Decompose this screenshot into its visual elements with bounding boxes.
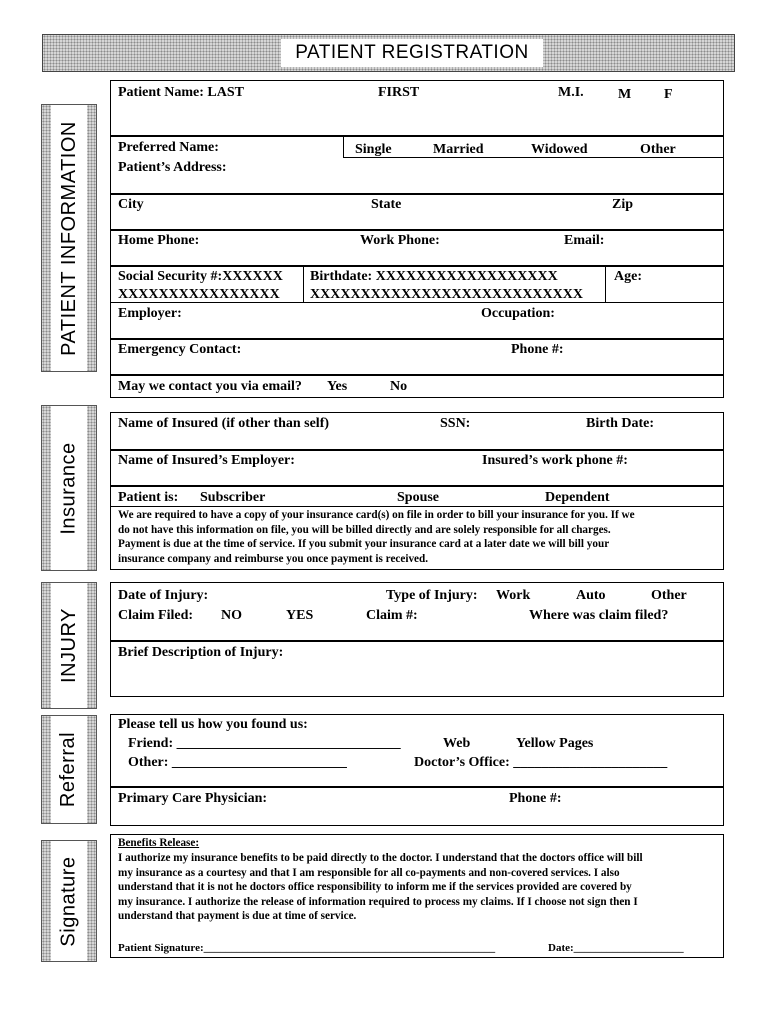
status-widowed-option[interactable] bbox=[531, 142, 588, 158]
tab-label-referral: Referral bbox=[57, 731, 80, 808]
status-widowed-label: Widowed bbox=[531, 142, 588, 157]
referral-yellow-pages-option[interactable] bbox=[516, 736, 593, 752]
claim-no-option[interactable] bbox=[221, 608, 242, 624]
patient-last-name-label[interactable]: Patient Name: LAST bbox=[118, 85, 244, 100]
tab-signature bbox=[41, 840, 97, 962]
benefits-release-line: my insurance. I authorize the release of information required to process my claims. If I choose not sign then I bbox=[118, 895, 638, 908]
email-yes-label: Yes bbox=[327, 379, 348, 394]
emergency-contact-label[interactable]: Emergency Contact: bbox=[118, 342, 242, 357]
where-claim-filed-label[interactable]: Where was claim filed? bbox=[529, 608, 669, 623]
benefits-release-line: I authorize my insurance benefits to be paid directly to the doctor. I understand that the doctors office will bill bbox=[118, 852, 643, 864]
tab-label-injury: INJURY bbox=[57, 608, 80, 683]
home-phone-label[interactable]: Home Phone: bbox=[118, 233, 200, 248]
tab-label-patient-information: PATIENT INFORMATION bbox=[57, 120, 80, 356]
occupation-label[interactable]: Occupation: bbox=[481, 306, 555, 321]
injury-description-label[interactable]: Brief Description of Injury: bbox=[118, 645, 284, 660]
work-phone-label[interactable]: Work Phone: bbox=[360, 233, 440, 248]
tab-insurance bbox=[41, 405, 97, 571]
primary-care-phone-label[interactable]: Phone #: bbox=[509, 791, 562, 806]
spouse-label: Spouse bbox=[397, 490, 440, 505]
status-other-option[interactable] bbox=[640, 142, 676, 158]
dependent-option[interactable] bbox=[545, 490, 610, 506]
ssn-label-line1[interactable]: Social Security #:XXXXXX bbox=[118, 269, 283, 284]
dependent-label: Dependent bbox=[545, 490, 610, 505]
injury-work-label: Work bbox=[496, 588, 531, 603]
claim-filed-label: Claim Filed: bbox=[118, 608, 194, 623]
spouse-option[interactable] bbox=[397, 490, 439, 506]
referral-yellow-pages-label: Yellow Pages bbox=[516, 736, 594, 751]
injury-auto-option[interactable] bbox=[576, 588, 606, 604]
claim-number-label[interactable]: Claim #: bbox=[366, 608, 418, 623]
subscriber-label: Subscriber bbox=[200, 490, 266, 505]
status-single-option[interactable] bbox=[355, 142, 392, 158]
referral-question: Please tell us how you found us: bbox=[118, 717, 308, 732]
insured-work-phone-label[interactable]: Insured’s work phone #: bbox=[482, 453, 628, 468]
title-banner bbox=[42, 34, 735, 72]
birthdate-label-line2: XXXXXXXXXXXXXXXXXXXXXXXXXXX bbox=[310, 287, 583, 302]
benefits-release-line: understand that payment is due at time of service. bbox=[118, 910, 357, 922]
sex-f-label: F bbox=[664, 87, 673, 102]
benefits-release-line: understand that it is not he doctors office responsibility to inform me if the services provided are covered by bbox=[118, 881, 632, 893]
tab-label-insurance: Insurance bbox=[57, 441, 80, 535]
referral-other-option[interactable] bbox=[128, 755, 347, 771]
injury-work-option[interactable] bbox=[496, 588, 530, 604]
patient-address-label[interactable]: Patient’s Address: bbox=[118, 160, 227, 175]
patient-signature-line[interactable]: Patient Signature:_____________________________________________________ bbox=[118, 942, 496, 954]
claim-yes-label: YES bbox=[286, 608, 314, 623]
tab-patient-information bbox=[41, 104, 97, 372]
sex-m-option[interactable] bbox=[618, 87, 631, 103]
city-label[interactable]: City bbox=[118, 197, 144, 212]
email-no-label: No bbox=[390, 379, 408, 394]
patient-first-name-label[interactable]: FIRST bbox=[378, 85, 420, 100]
preferred-name-label[interactable]: Preferred Name: bbox=[118, 140, 219, 155]
referral-web-option[interactable] bbox=[443, 736, 470, 752]
sex-m-label: M bbox=[618, 87, 632, 102]
sex-f-option[interactable] bbox=[664, 87, 673, 103]
employer-label[interactable]: Employer: bbox=[118, 306, 182, 321]
insured-employer-label[interactable]: Name of Insured’s Employer: bbox=[118, 453, 295, 468]
referral-doctors-office-option[interactable] bbox=[414, 755, 667, 771]
insurance-notice-line: insurance company and reimburse you once payment is received. bbox=[118, 552, 429, 565]
referral-doctors-office-label: Doctor’s Office: ______________________ bbox=[414, 755, 668, 770]
insurance-notice-line: do not have this information on file, you will be billed directly and are solely responsible for all charges. bbox=[118, 523, 611, 536]
insured-birth-date-label[interactable]: Birth Date: bbox=[586, 416, 655, 431]
referral-friend-label: Friend: ________________________________ bbox=[128, 736, 401, 751]
benefits-release-text bbox=[118, 851, 718, 924]
email-label[interactable]: Email: bbox=[564, 233, 605, 248]
status-single-label: Single bbox=[355, 142, 392, 157]
subscriber-option[interactable] bbox=[200, 490, 265, 506]
patient-is-label: Patient is: bbox=[118, 490, 179, 505]
benefits-release-line: my insurance as a courtesy and that I am responsible for all co-payments and non-covered services. I also bbox=[118, 866, 620, 879]
primary-care-label[interactable]: Primary Care Physician: bbox=[118, 791, 268, 806]
claim-yes-option[interactable] bbox=[286, 608, 313, 624]
page-title: PATIENT REGISTRATION bbox=[281, 39, 543, 67]
ssn-label-line2: XXXXXXXXXXXXXXXX bbox=[118, 287, 280, 302]
tab-injury bbox=[41, 582, 97, 709]
signature-date-line[interactable]: Date:____________________ bbox=[548, 942, 684, 954]
tab-referral bbox=[41, 715, 97, 824]
injury-other-option[interactable] bbox=[651, 588, 687, 604]
insurance-notice bbox=[118, 508, 718, 566]
email-no-option[interactable] bbox=[390, 379, 407, 395]
type-of-injury-label: Type of Injury: bbox=[386, 588, 478, 603]
age-label[interactable]: Age: bbox=[614, 269, 642, 284]
date-of-injury-label[interactable]: Date of Injury: bbox=[118, 588, 209, 603]
emergency-phone-label[interactable]: Phone #: bbox=[511, 342, 564, 357]
birthdate-label-line1[interactable]: Birthdate: XXXXXXXXXXXXXXXXXX bbox=[310, 269, 558, 284]
status-married-label: Married bbox=[433, 142, 484, 157]
email-yes-option[interactable] bbox=[327, 379, 347, 395]
zip-label[interactable]: Zip bbox=[612, 197, 634, 212]
insured-ssn-label[interactable]: SSN: bbox=[440, 416, 471, 431]
referral-web-label: Web bbox=[443, 736, 471, 751]
injury-auto-label: Auto bbox=[576, 588, 606, 603]
patient-mi-label[interactable]: M.I. bbox=[558, 85, 584, 100]
email-consent-question: May we contact you via email? bbox=[118, 379, 302, 394]
injury-other-label: Other bbox=[651, 588, 687, 603]
status-other-label: Other bbox=[640, 142, 676, 157]
insured-name-label[interactable]: Name of Insured (if other than self) bbox=[118, 416, 330, 431]
tab-label-signature: Signature bbox=[57, 855, 80, 947]
claim-no-label: NO bbox=[221, 608, 242, 623]
referral-other-label: Other: _________________________ bbox=[128, 755, 347, 770]
state-label[interactable]: State bbox=[371, 197, 402, 212]
insurance-notice-line: Payment is due at the time of service. If you submit your insurance card at a later date we will bill your bbox=[118, 538, 610, 550]
benefits-release-heading: Benefits Release: bbox=[118, 837, 200, 849]
insurance-notice-line: We are required to have a copy of your insurance card(s) on file in order to bill your insurance for you. If we bbox=[118, 509, 635, 521]
referral-friend-option[interactable] bbox=[128, 736, 401, 752]
status-married-option[interactable] bbox=[433, 142, 484, 158]
